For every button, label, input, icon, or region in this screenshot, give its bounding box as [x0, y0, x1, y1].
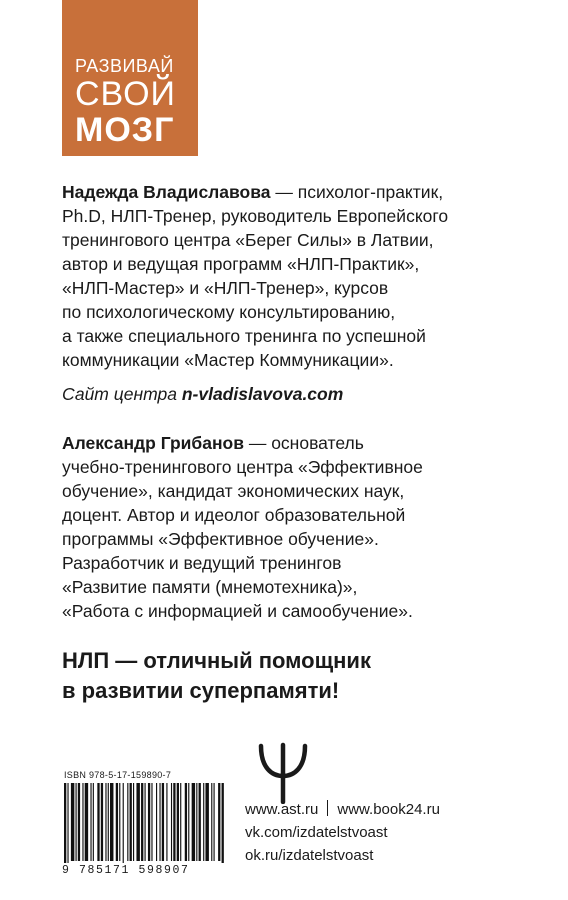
barcode-bar: [105, 783, 106, 861]
author2-bio-first: — основатель: [243, 433, 364, 453]
barcode-bar: [76, 783, 77, 861]
barcode-bar: [93, 783, 94, 861]
series-line-1: РАЗВИВАЙ: [75, 56, 174, 76]
barcode-bar: [218, 783, 220, 861]
barcode-bar: [130, 783, 132, 861]
barcode-bar: [192, 783, 195, 861]
author2-bio-line: «Работа с информацией и самообучение».: [62, 601, 413, 621]
author1-bio-line: «НЛП-Мастер» и «НЛП-Тренер», курсов: [62, 278, 389, 298]
barcode-digits: 9 785171 598907: [62, 864, 190, 877]
link-ast[interactable]: www.ast.ru: [245, 801, 319, 818]
author2-bio-line: доцент. Автор и идеолог образовательной: [62, 505, 406, 525]
barcode-bar: [90, 783, 91, 861]
center-site: [62, 384, 343, 405]
isbn-label: ISBN 978-5-17-159890-7: [64, 770, 172, 780]
barcode-bar: [222, 783, 224, 863]
barcode-bar: [101, 783, 103, 861]
barcode-bar: [78, 783, 80, 861]
barcode-bar: [71, 783, 74, 861]
barcode-bar: [119, 783, 120, 861]
series-line-3: МОЗГ: [75, 111, 175, 149]
barcode-bar: [166, 783, 167, 861]
author1-bio-line: Ph.D, НЛП-Тренер, руководитель Европейского: [62, 206, 449, 226]
barcode-bar: [127, 783, 128, 861]
barcode: [62, 783, 227, 863]
barcode-bar: [151, 783, 152, 861]
author2-bio-line: обучение», кандидат экономических наук,: [62, 481, 405, 501]
link-vk[interactable]: vk.com/izdatelstvoast: [245, 824, 388, 841]
barcode-bar: [214, 783, 215, 861]
barcode-bar: [205, 783, 208, 861]
slogan-line-2: в развитии суперпамяти!: [62, 678, 340, 703]
psi-logo-icon: [258, 742, 308, 804]
author1-bio: [62, 180, 522, 372]
barcode-bar: [159, 783, 160, 861]
author2-name: Александр Грибанов: [62, 433, 244, 453]
barcode-bar: [136, 783, 139, 861]
author1-name: Надежда Владиславова: [62, 182, 271, 202]
author1-bio-line: автор и ведущая программ «НЛП-Практик»,: [62, 254, 420, 274]
author1-bio-line: коммуникации «Мастер Коммуникации».: [62, 350, 394, 370]
series-badge: [62, 0, 198, 156]
barcode-bar: [97, 783, 99, 861]
barcode-bar: [180, 783, 181, 861]
barcode-bar: [145, 783, 146, 861]
barcode-bar: [133, 783, 134, 861]
barcode-bar: [211, 783, 212, 861]
author2-bio-line: учебно-тренингового центра «Эффективное: [62, 457, 423, 477]
barcode-bar: [148, 783, 150, 861]
barcode-bar: [67, 783, 68, 863]
author2-bio-line: Разработчик и ведущий тренингов: [62, 553, 342, 573]
link-separator: [327, 800, 328, 816]
barcode-bar: [203, 783, 204, 861]
barcode-bar: [188, 783, 189, 861]
barcode-bar: [116, 783, 118, 861]
site-url[interactable]: n-vladislavova.com: [181, 384, 344, 404]
barcode-bar: [85, 783, 88, 861]
barcode-bar: [123, 783, 124, 863]
barcode-bar: [196, 783, 197, 861]
link-ok[interactable]: ok.ru/izdatelstvoast: [245, 847, 374, 864]
barcode-bar: [177, 783, 179, 861]
series-line-2: СВОЙ: [75, 75, 176, 113]
link-book24[interactable]: www.book24.ru: [337, 801, 440, 818]
author2-bio-line: «Развитие памяти (мнемотехника)»,: [62, 577, 358, 597]
barcode-bar: [108, 783, 109, 861]
barcode-bar: [162, 783, 164, 861]
barcode-bar: [199, 783, 201, 861]
barcode-bar: [64, 783, 66, 863]
barcode-bar: [141, 783, 143, 861]
site-label: Сайт центра: [62, 384, 182, 404]
author1-bio-line: а также специального тренинга по успешной: [62, 326, 426, 346]
author1-bio-line: по психологическому консультированию,: [62, 302, 396, 322]
barcode-bar: [82, 783, 83, 861]
barcode-bar: [185, 783, 187, 861]
author1-bio-line: тренингового центра «Берег Силы» в Латвии,: [62, 230, 434, 250]
barcode-bar: [173, 783, 175, 861]
barcode-bar: [156, 783, 157, 861]
author2-bio-line: программы «Эффективное обучение».: [62, 529, 379, 549]
author2-bio: [62, 431, 522, 623]
barcode-bar: [171, 783, 172, 861]
barcode-bar: [110, 783, 113, 861]
author1-bio-first: — психолог-практик,: [270, 182, 444, 202]
slogan: [62, 646, 371, 706]
slogan-line-1: НЛП — отличный помощник: [62, 648, 371, 673]
publisher-links: [245, 798, 440, 867]
